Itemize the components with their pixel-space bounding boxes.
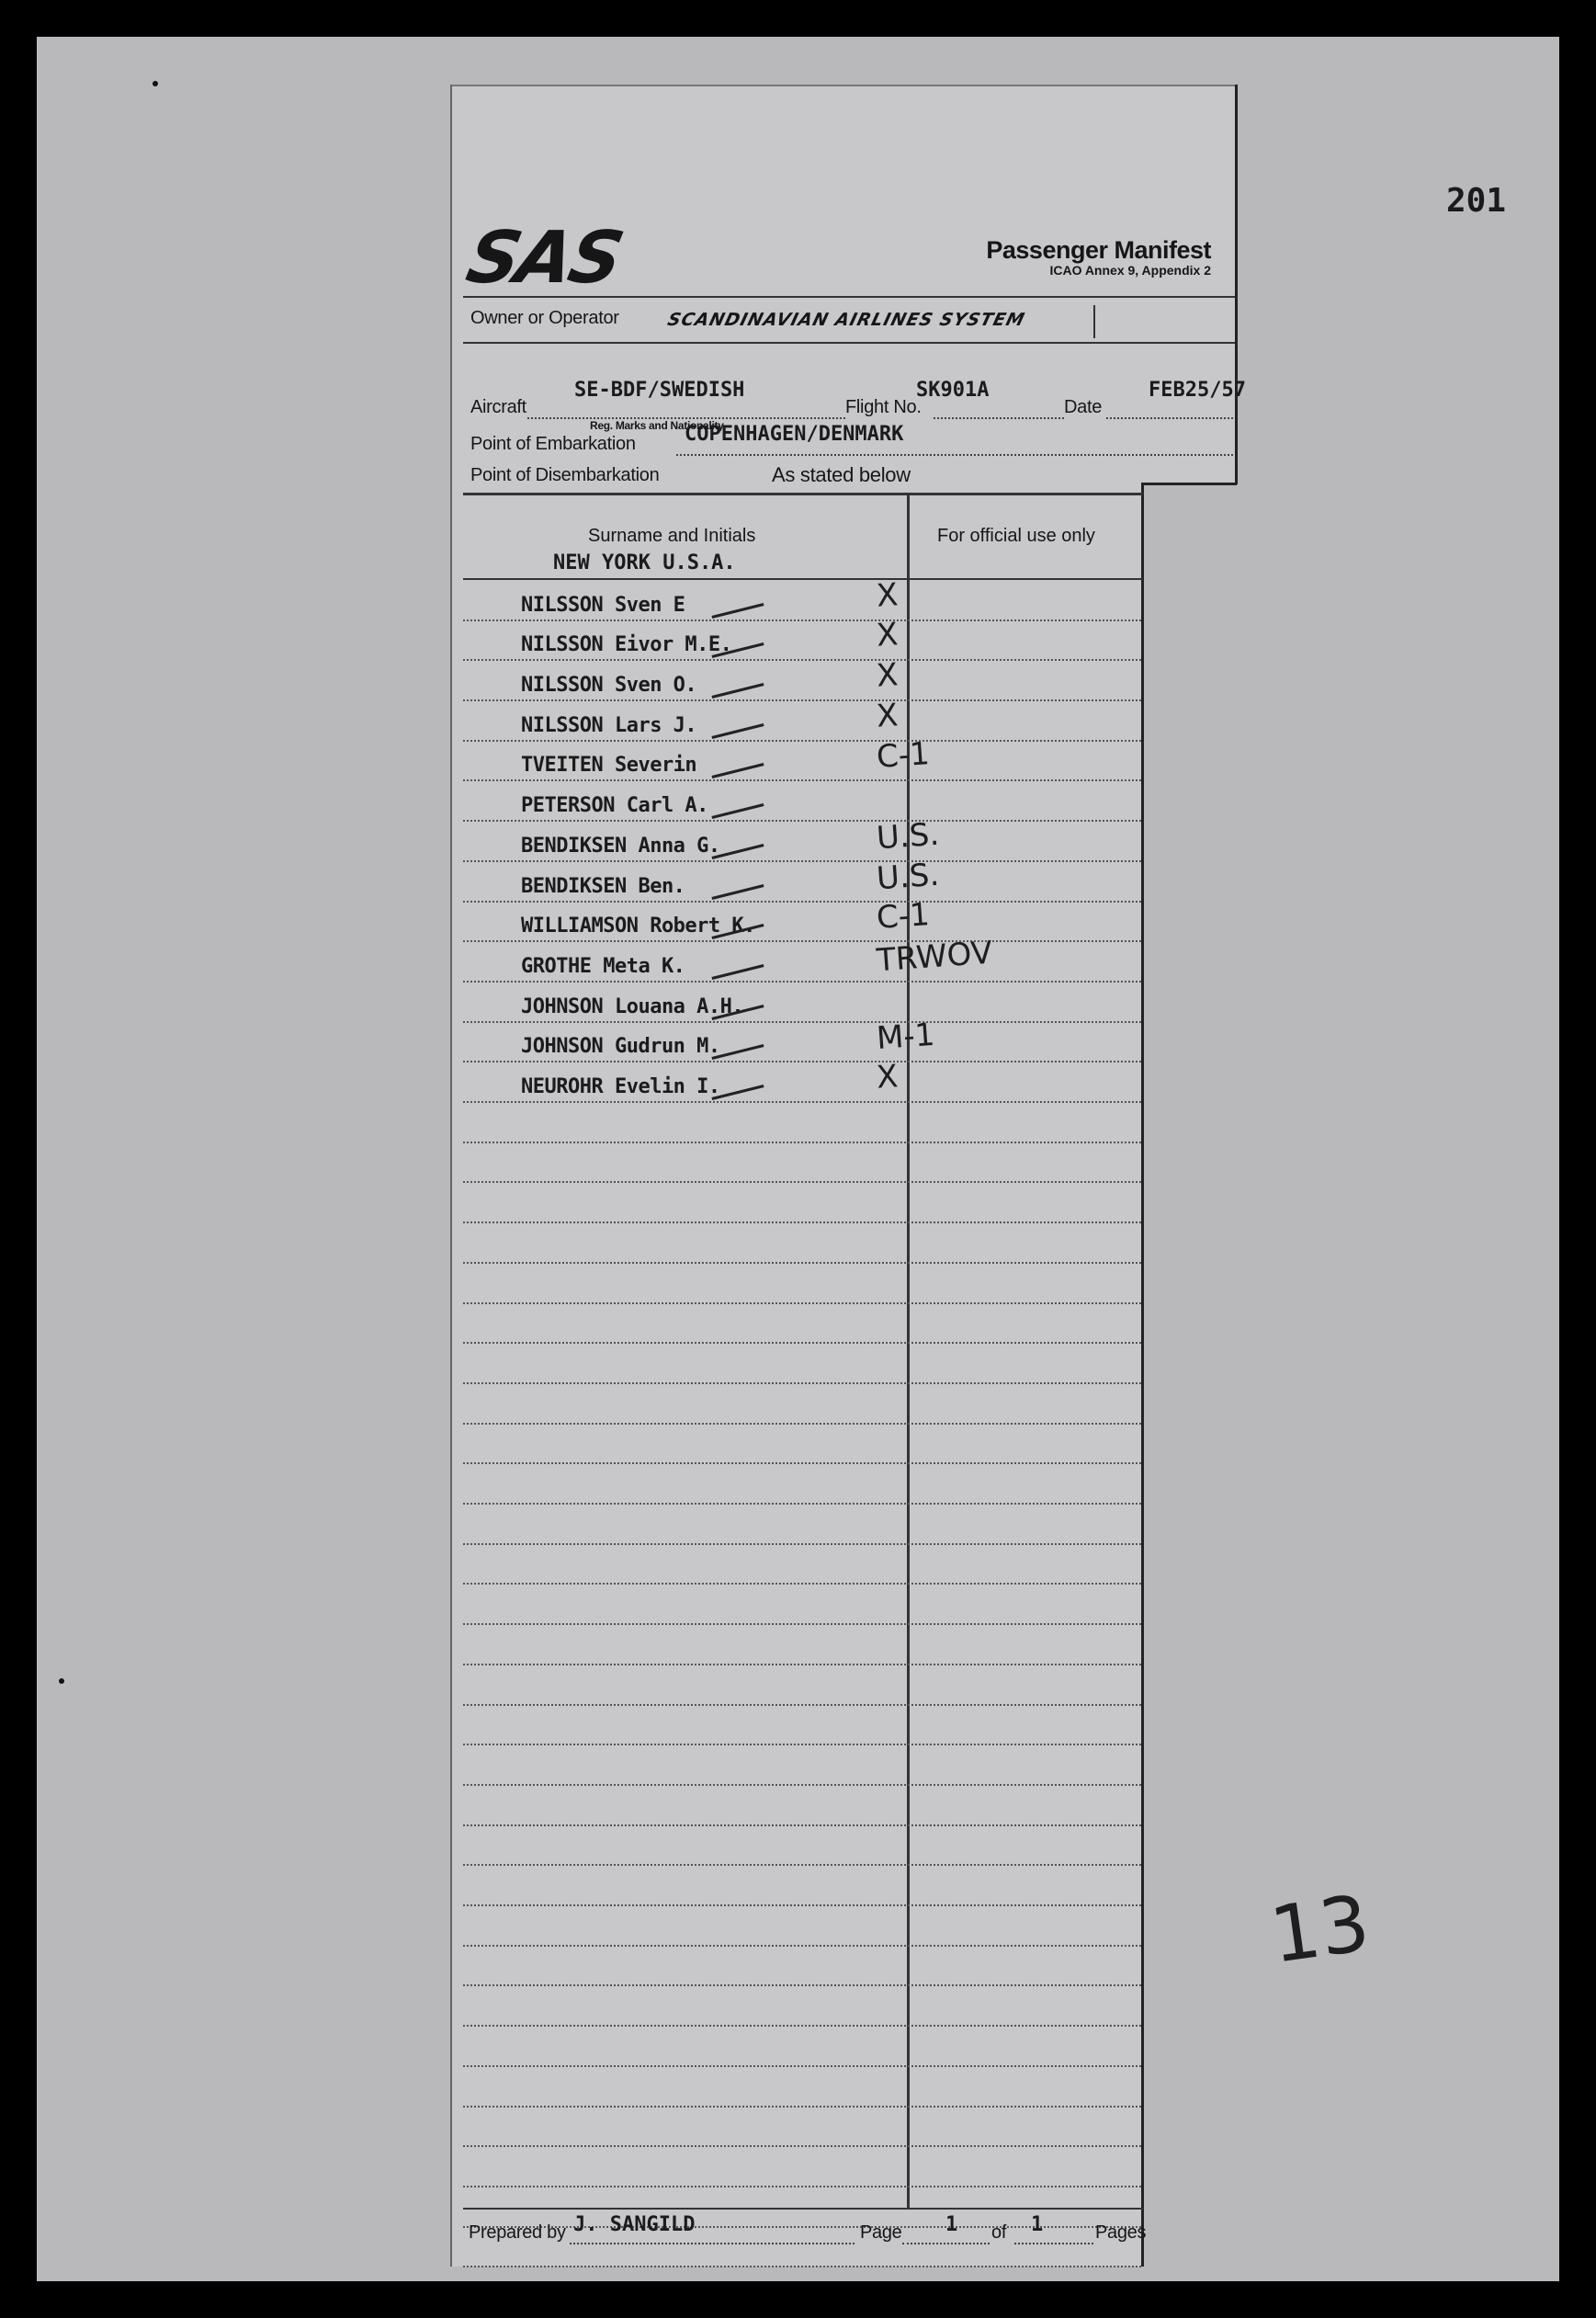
blank-row xyxy=(463,1262,1141,1304)
passenger-row xyxy=(463,815,1141,862)
blank-row xyxy=(463,1302,1141,1345)
reg-marks-label: Reg. Marks and Nationality xyxy=(590,419,724,432)
blank-row xyxy=(463,1382,1141,1425)
sas-logo: SAS xyxy=(459,217,628,300)
blank-row xyxy=(463,1101,1141,1143)
blank-row xyxy=(463,2145,1141,2187)
aircraft-value: SE-BDF/SWEDISH xyxy=(574,379,745,402)
official-annotation: X xyxy=(875,697,900,735)
blank-row xyxy=(463,1503,1141,1545)
passenger-name: NEUROHR Evelin I. xyxy=(521,1075,720,1099)
passenger-name: GROTHE Meta K. xyxy=(521,954,685,978)
form-title: Passenger Manifest xyxy=(986,236,1211,264)
blank-row xyxy=(463,1664,1141,1706)
flight-no-value: SK901A xyxy=(916,379,990,402)
blank-row xyxy=(463,1744,1141,1786)
film-speck xyxy=(153,81,158,86)
official-column-header: For official use only xyxy=(937,526,1095,546)
frame-number: 201 xyxy=(1445,182,1506,220)
owner-label: Owner or Operator xyxy=(470,308,619,328)
blank-row xyxy=(463,1623,1141,1665)
disembarkation-label: Point of Disembarkation xyxy=(470,465,660,485)
blank-row xyxy=(463,1423,1141,1465)
passenger-name: PETERSON Carl A. xyxy=(521,794,708,818)
official-annotation: U.S. xyxy=(875,856,941,897)
table-top-rule xyxy=(463,493,1143,495)
check-tick-mark xyxy=(711,964,764,980)
blank-row xyxy=(463,1342,1141,1384)
official-annotation: TRWOV xyxy=(875,934,994,980)
owner-rule xyxy=(463,342,1235,344)
passenger-name: WILLIAMSON Robert K. xyxy=(521,915,755,938)
date-dotline xyxy=(1106,417,1233,419)
official-annotation: C-1 xyxy=(875,896,931,937)
blank-row xyxy=(463,1584,1141,1626)
page-dotline xyxy=(902,2243,990,2244)
blank-row xyxy=(463,1543,1141,1585)
of-label: of xyxy=(991,2222,1007,2243)
passenger-row xyxy=(463,896,1141,943)
passenger-row xyxy=(463,699,1141,742)
page-total-value: 1 xyxy=(1031,2213,1044,2236)
prepared-dotline xyxy=(570,2243,855,2244)
embarkation-label: Point of Embarkation xyxy=(470,434,636,454)
manifest-form xyxy=(450,85,1246,2267)
official-annotation: X xyxy=(875,1058,900,1097)
footer xyxy=(463,2210,1147,2246)
form-title-block xyxy=(986,236,1211,278)
prepared-by-label: Prepared by xyxy=(469,2222,566,2243)
film-speck xyxy=(59,1678,64,1684)
embarkation-dotline xyxy=(676,454,1233,456)
page-value: 1 xyxy=(945,2213,958,2236)
passenger-name: NILSSON Lars J. xyxy=(521,713,697,737)
blank-row xyxy=(463,1704,1141,1746)
blank-row xyxy=(463,1784,1141,1826)
handwritten-count: 13 xyxy=(1264,1878,1375,1981)
blank-row xyxy=(463,1221,1141,1264)
blank-row xyxy=(463,1462,1141,1505)
blank-row xyxy=(463,1904,1141,1947)
passenger-row xyxy=(463,735,1141,782)
disembarkation-value: As stated below xyxy=(772,463,911,486)
official-annotation: M-1 xyxy=(875,1017,936,1058)
form-cutout xyxy=(1141,484,1237,2267)
blank-row xyxy=(463,1182,1141,1224)
check-tick-mark xyxy=(711,603,764,619)
owner-divider xyxy=(1093,305,1095,338)
blank-row xyxy=(463,2025,1141,2067)
blank-row xyxy=(463,1945,1141,1987)
flight-no-label: Flight No. xyxy=(845,397,922,417)
operator-value: SCANDINAVIAN AIRLINES SYSTEM xyxy=(665,310,1027,330)
prepared-by-value: J. SANGILD xyxy=(573,2213,696,2236)
passenger-row xyxy=(463,575,1141,621)
pages-label: Pages xyxy=(1095,2222,1147,2243)
passenger-name: TVEITEN Severin xyxy=(521,754,697,778)
official-annotation: U.S. xyxy=(875,815,941,858)
passenger-row xyxy=(463,780,1141,823)
aircraft-label: Aircraft xyxy=(470,397,526,417)
official-annotation: C-1 xyxy=(875,735,931,777)
pages-dotline xyxy=(1014,2243,1093,2244)
passenger-row xyxy=(463,856,1141,903)
passenger-name: JOHNSON Louana A.H. xyxy=(521,994,744,1018)
embarkation-value: COPENHAGEN/DENMARK xyxy=(685,423,904,446)
passenger-name: NILSSON Eivor M.E. xyxy=(521,633,732,657)
date-label: Date xyxy=(1064,397,1103,417)
check-tick-mark xyxy=(711,764,764,779)
form-subtitle: ICAO Annex 9, Appendix 2 xyxy=(1049,263,1211,278)
check-tick-mark xyxy=(711,803,764,819)
blank-row xyxy=(463,1142,1141,1184)
blank-row xyxy=(463,1824,1141,1867)
official-annotation: X xyxy=(875,616,900,655)
check-tick-mark xyxy=(711,683,764,699)
surname-column-header: Surname and Initials xyxy=(588,526,756,546)
official-annotation: X xyxy=(875,575,900,615)
blank-row xyxy=(463,2106,1141,2148)
passenger-name: JOHNSON Gudrun M. xyxy=(521,1035,720,1059)
flight-dotline xyxy=(934,417,1064,419)
passenger-row xyxy=(463,1017,1141,1063)
passenger-name: BENDIKSEN Ben. xyxy=(521,874,685,898)
blank-row xyxy=(463,2065,1141,2108)
date-value: FEB25/57 xyxy=(1149,379,1246,402)
blank-row xyxy=(463,1985,1141,2028)
check-tick-mark xyxy=(711,884,764,900)
check-tick-mark xyxy=(711,723,764,739)
blank-row xyxy=(463,1864,1141,1906)
official-annotation: X xyxy=(875,656,900,695)
header-rule xyxy=(463,296,1235,298)
passenger-name: NILSSON Sven O. xyxy=(521,674,697,698)
page-label: Page xyxy=(860,2222,902,2243)
passenger-row xyxy=(463,981,1141,1023)
passenger-row xyxy=(463,1058,1141,1103)
passenger-row xyxy=(463,616,1141,662)
passenger-row xyxy=(463,934,1141,983)
destination-heading: NEW YORK U.S.A. xyxy=(553,551,736,574)
passenger-name: BENDIKSEN Anna G. xyxy=(521,834,720,858)
passenger-name: NILSSON Sven E xyxy=(521,593,685,617)
passenger-row xyxy=(463,656,1141,701)
